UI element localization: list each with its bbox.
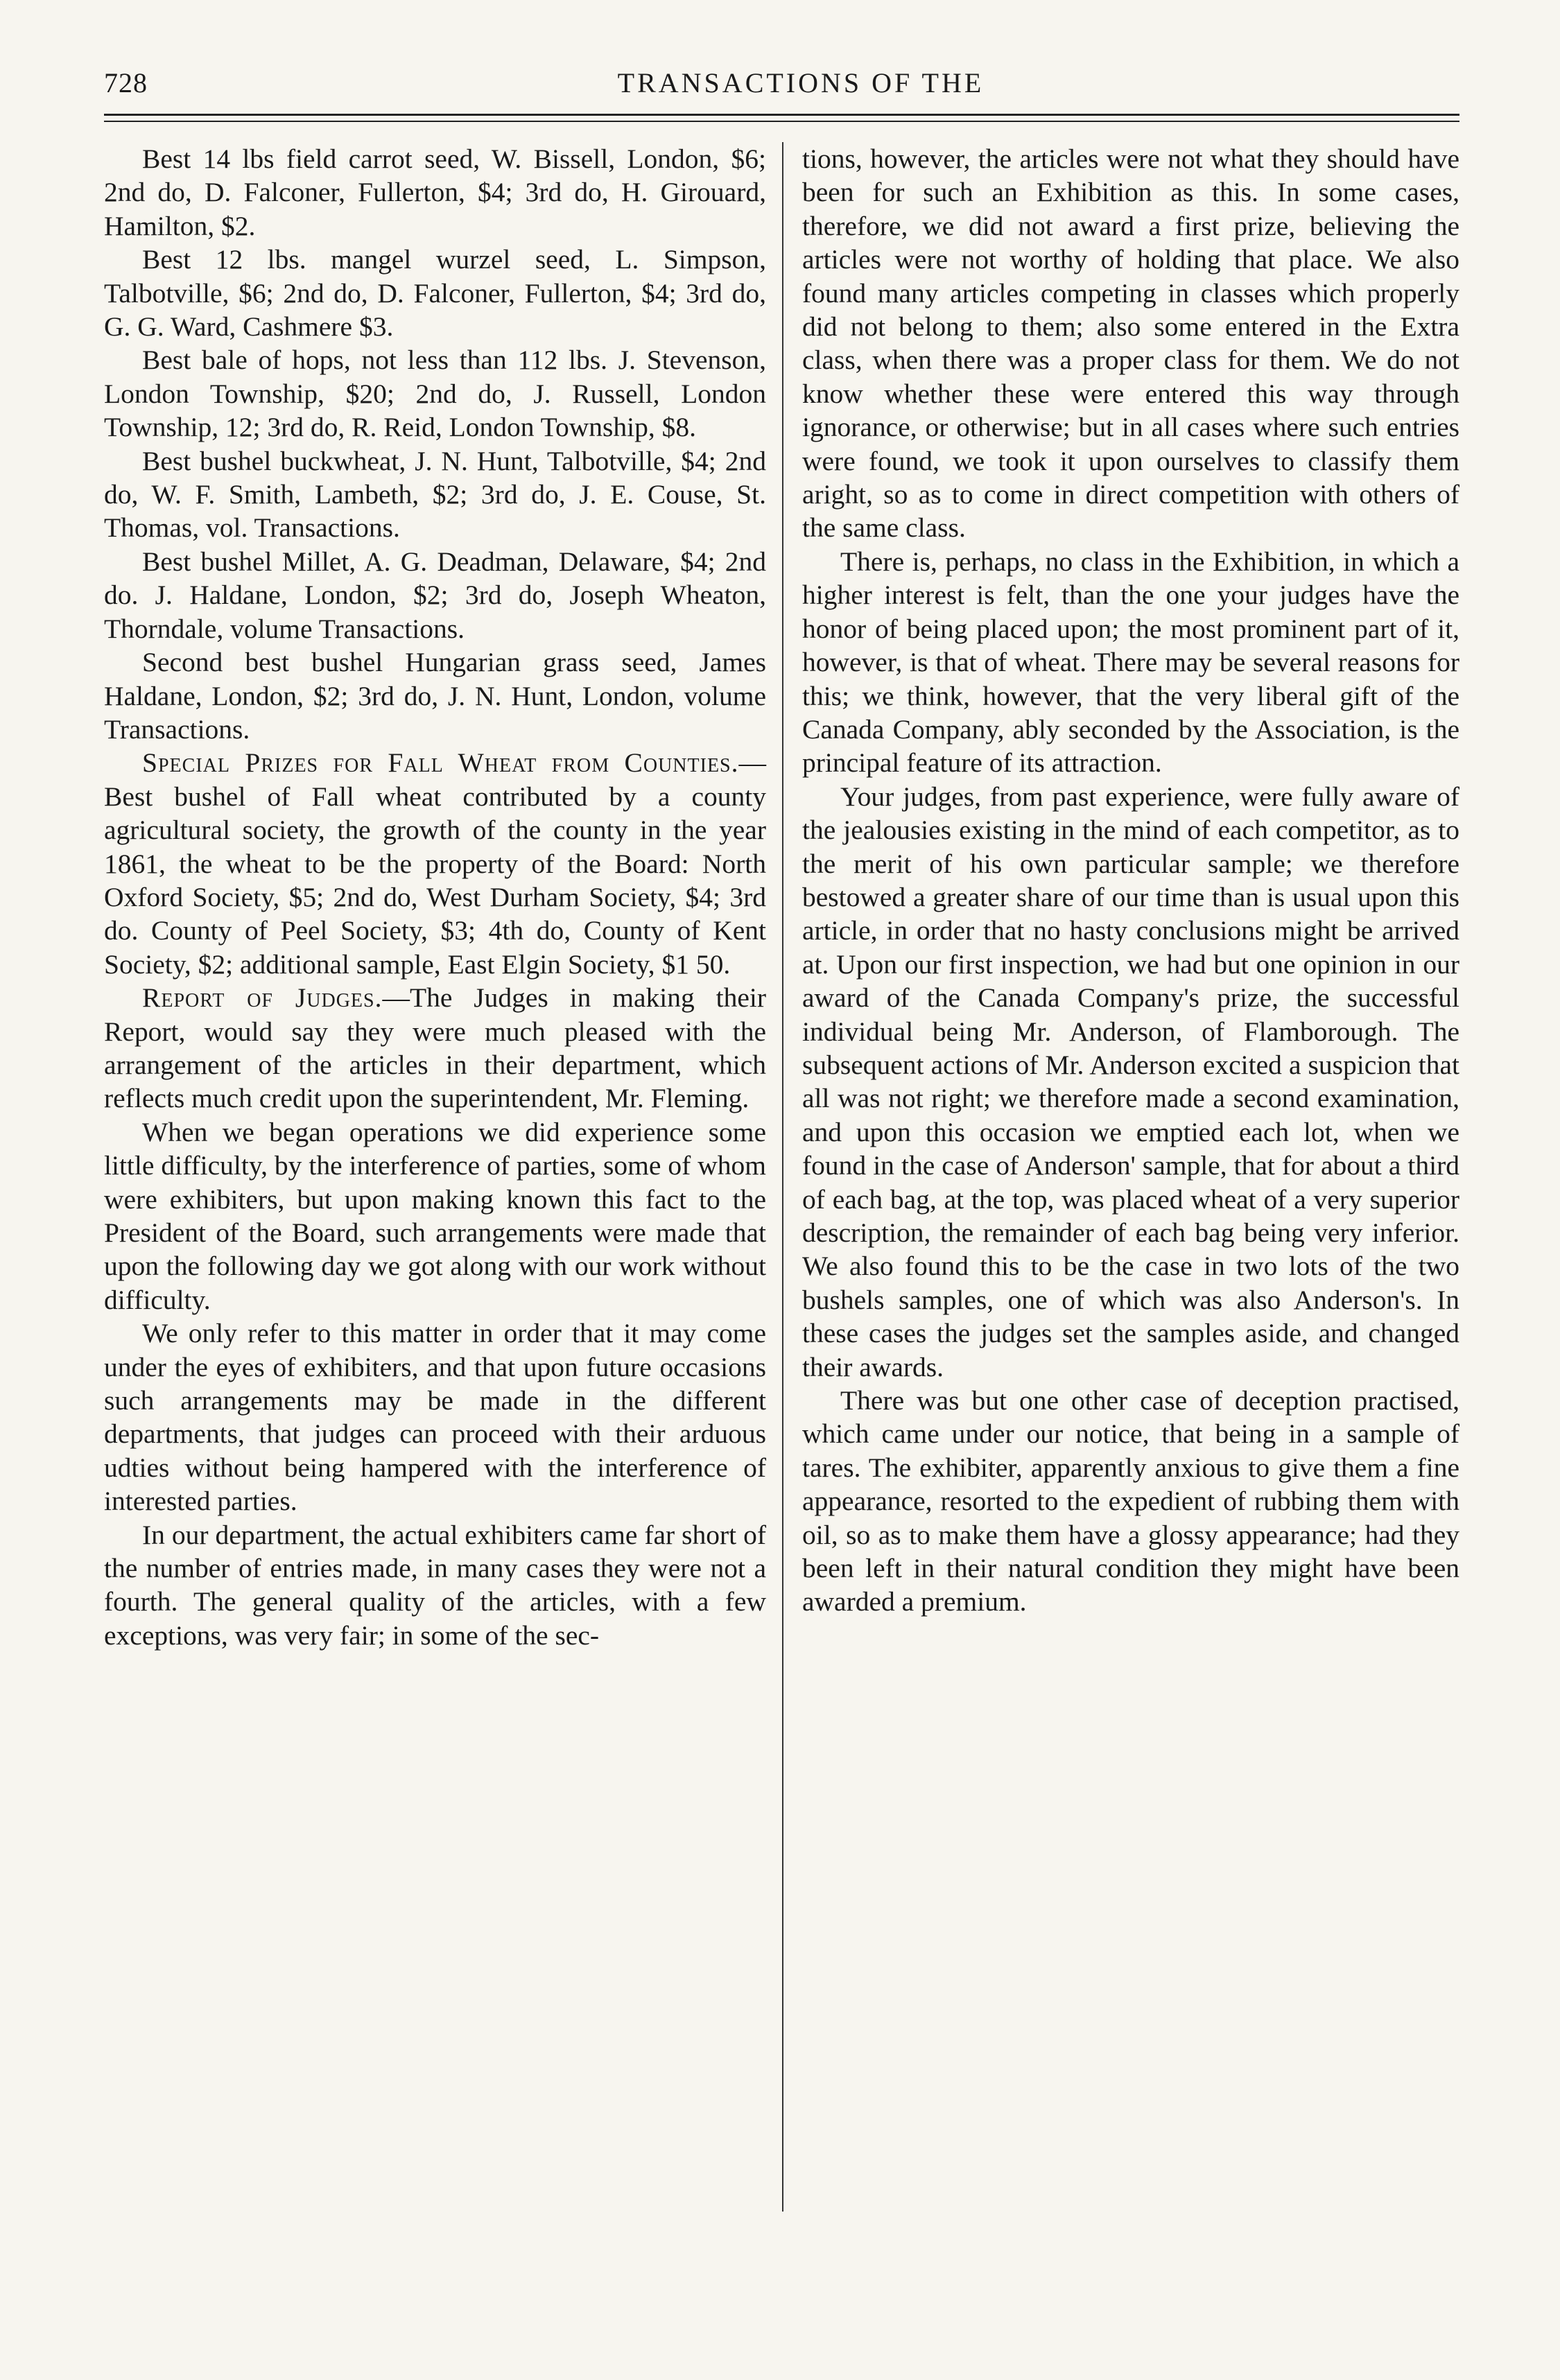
paragraph-hops: Best bale of hops, not less than 112 lbs. J. Stevenson, London Township, $20; 2nd do, J. Russell, London Township, 12; 3rd do, R. Reid, London Township, $8.	[104, 345, 766, 443]
page-number: 728	[104, 67, 148, 98]
paragraph-millet: Best bushel Millet, A. G. Deadman, Delaware, $4; 2nd do. J. Haldane, London, $2; 3rd do, Joseph Wheaton, Thorndale, volume Transactions.	[104, 546, 766, 644]
paragraph-special-prizes	[104, 746, 766, 981]
left-column	[104, 142, 766, 1652]
paragraph-wheat-interest: There is, perhaps, no class in the Exhibition, in which a higher interest is felt, than the one your judges have the honor of being placed upon; the most prominent part of it, however, is that of wheat. There may be several reasons for this; we think, however, that the very liberal gift of the Canada Company, ably seconded by the Association, is the principal feature of its attraction.	[802, 546, 1459, 779]
paragraph-carrot-seed: Best 14 lbs field carrot seed, W. Bissell, London, $6; 2nd do, D. Falconer, Fullerton, $4; 3rd do, H. Girouard, Hamilton, $2.	[104, 144, 766, 241]
special-prizes-heading: Special Prizes for Fall Wheat from Counties.	[142, 747, 739, 779]
running-title: TRANSACTIONS OF THE	[617, 67, 985, 98]
paragraph-buckwheat: Best bushel buckwheat, J. N. Hunt, Talbotville, $4; 2nd do, W. F. Smith, Lambeth, $2; 3rd do, J. E. Couse, St. Thomas, vol. Transactions.	[104, 445, 766, 544]
paragraph-deception-tares: There was but one other case of deception practised, which came under our notice, that being in a sample of tares. The exhibiter, apparently anxious to give them a fine appearance, resorted to the expedient of rubbing them with oil, so as to make them have a glossy appearance; had they been left in their natural condition they might have been awarded a premium.	[802, 1385, 1459, 1617]
column-divider	[782, 142, 783, 2212]
paragraph-sections-continued: tions, however, the articles were not what they should have been for such an Exhibition as this. In some cases, therefore, we did not award a first prize, believing the articles were not worthy of holding that place. We also found many articles competing in classes which properly did not belong to them; also some entered in the Extra class, when there was a proper class for them. We do not know whether these were entered this way through ignorance, or otherwise; but in all cases where such entries were found, we took it upon ourselves to classify them aright, so as to come in direct competition with others of the same class.	[802, 144, 1459, 544]
special-prizes-text: —Best bushel of Fall wheat contributed by a county agricultural society, the growth of the county in the year 1861, the wheat to be the property of the Board: North Oxford Society, $5; 2nd do, West Durham Society, $4; 3rd do. County of Peel Society, $3; 4th do, County of Kent Society, $2; additional sample, East Elgin Society, $1 50.	[104, 747, 766, 980]
right-column	[802, 142, 1459, 1619]
paragraph-refer-matter: We only refer to this matter in order that it may come under the eyes of exhibiters, and that upon future occasions such arrangements may be made in the different departments, that judges can proceed with their arduous udties without being hampered with the interference of interested parties.	[104, 1318, 766, 1517]
paragraph-canada-company-prize: Your judges, from past experience, were fully aware of the jealousies existing in the mind of each competitor, as to the merit of his own particular sample; we therefore bestowed a greater share of our time than is usual upon this article, in order that no hasty conclusions might be arrived at. Upon our first inspection, we had but one opinion in our award of the Canada Company's prize, the successful individual being Mr. Anderson, of Flamborough. The subsequent actions of Mr. Anderson excited a suspicion that all was not right; we therefore made a second examination, and upon this occasion we emptied each lot, when we found in the case of Anderson' sample, that for about a third of each bag, at the top, was placed wheat of a very superior description, the remainder of each bag being very inferior. We also found this to be the case in two lots of the two bushels samples, one of which was also Anderson's. In these cases the judges set the samples aside, and changed their awards.	[802, 781, 1459, 1382]
paragraph-report-of-judges	[104, 981, 766, 1115]
header-rule-top	[104, 114, 1459, 116]
paragraph-difficulty: When we began operations we did experience some little difficulty, by the interference of parties, some of whom were exhibiters, but upon making known this fact to the President of the Board, such arrangements were made that upon the following day we got along with our work without difficulty.	[104, 1116, 766, 1315]
paragraph-mangel-wurzel: Best 12 lbs. mangel wurzel seed, L. Simpson, Talbotville, $6; 2nd do, D. Falconer, Fullerton, $4; 3rd do, G. G. Ward, Cashmere $3.	[104, 244, 766, 342]
header-rule-bottom	[104, 121, 1459, 122]
report-text: —The Judges in making their Report, would say they were much pleased with the arrangement of the articles in their department, which reflects much credit upon the superintendent, Mr. Fleming.	[104, 982, 766, 1114]
report-heading: Report of Judges.	[142, 982, 383, 1014]
paragraph-hungarian-grass: Second best bushel Hungarian grass seed, James Haldane, London, $2; 3rd do, J. N. Hunt, London, volume Transactions.	[104, 647, 766, 745]
paragraph-our-department: In our department, the actual exhibiters came far short of the number of entries made, in many cases they were not a fourth. The general quality of the articles, with a few exceptions, was very fair; in some of the sec-	[104, 1519, 766, 1651]
